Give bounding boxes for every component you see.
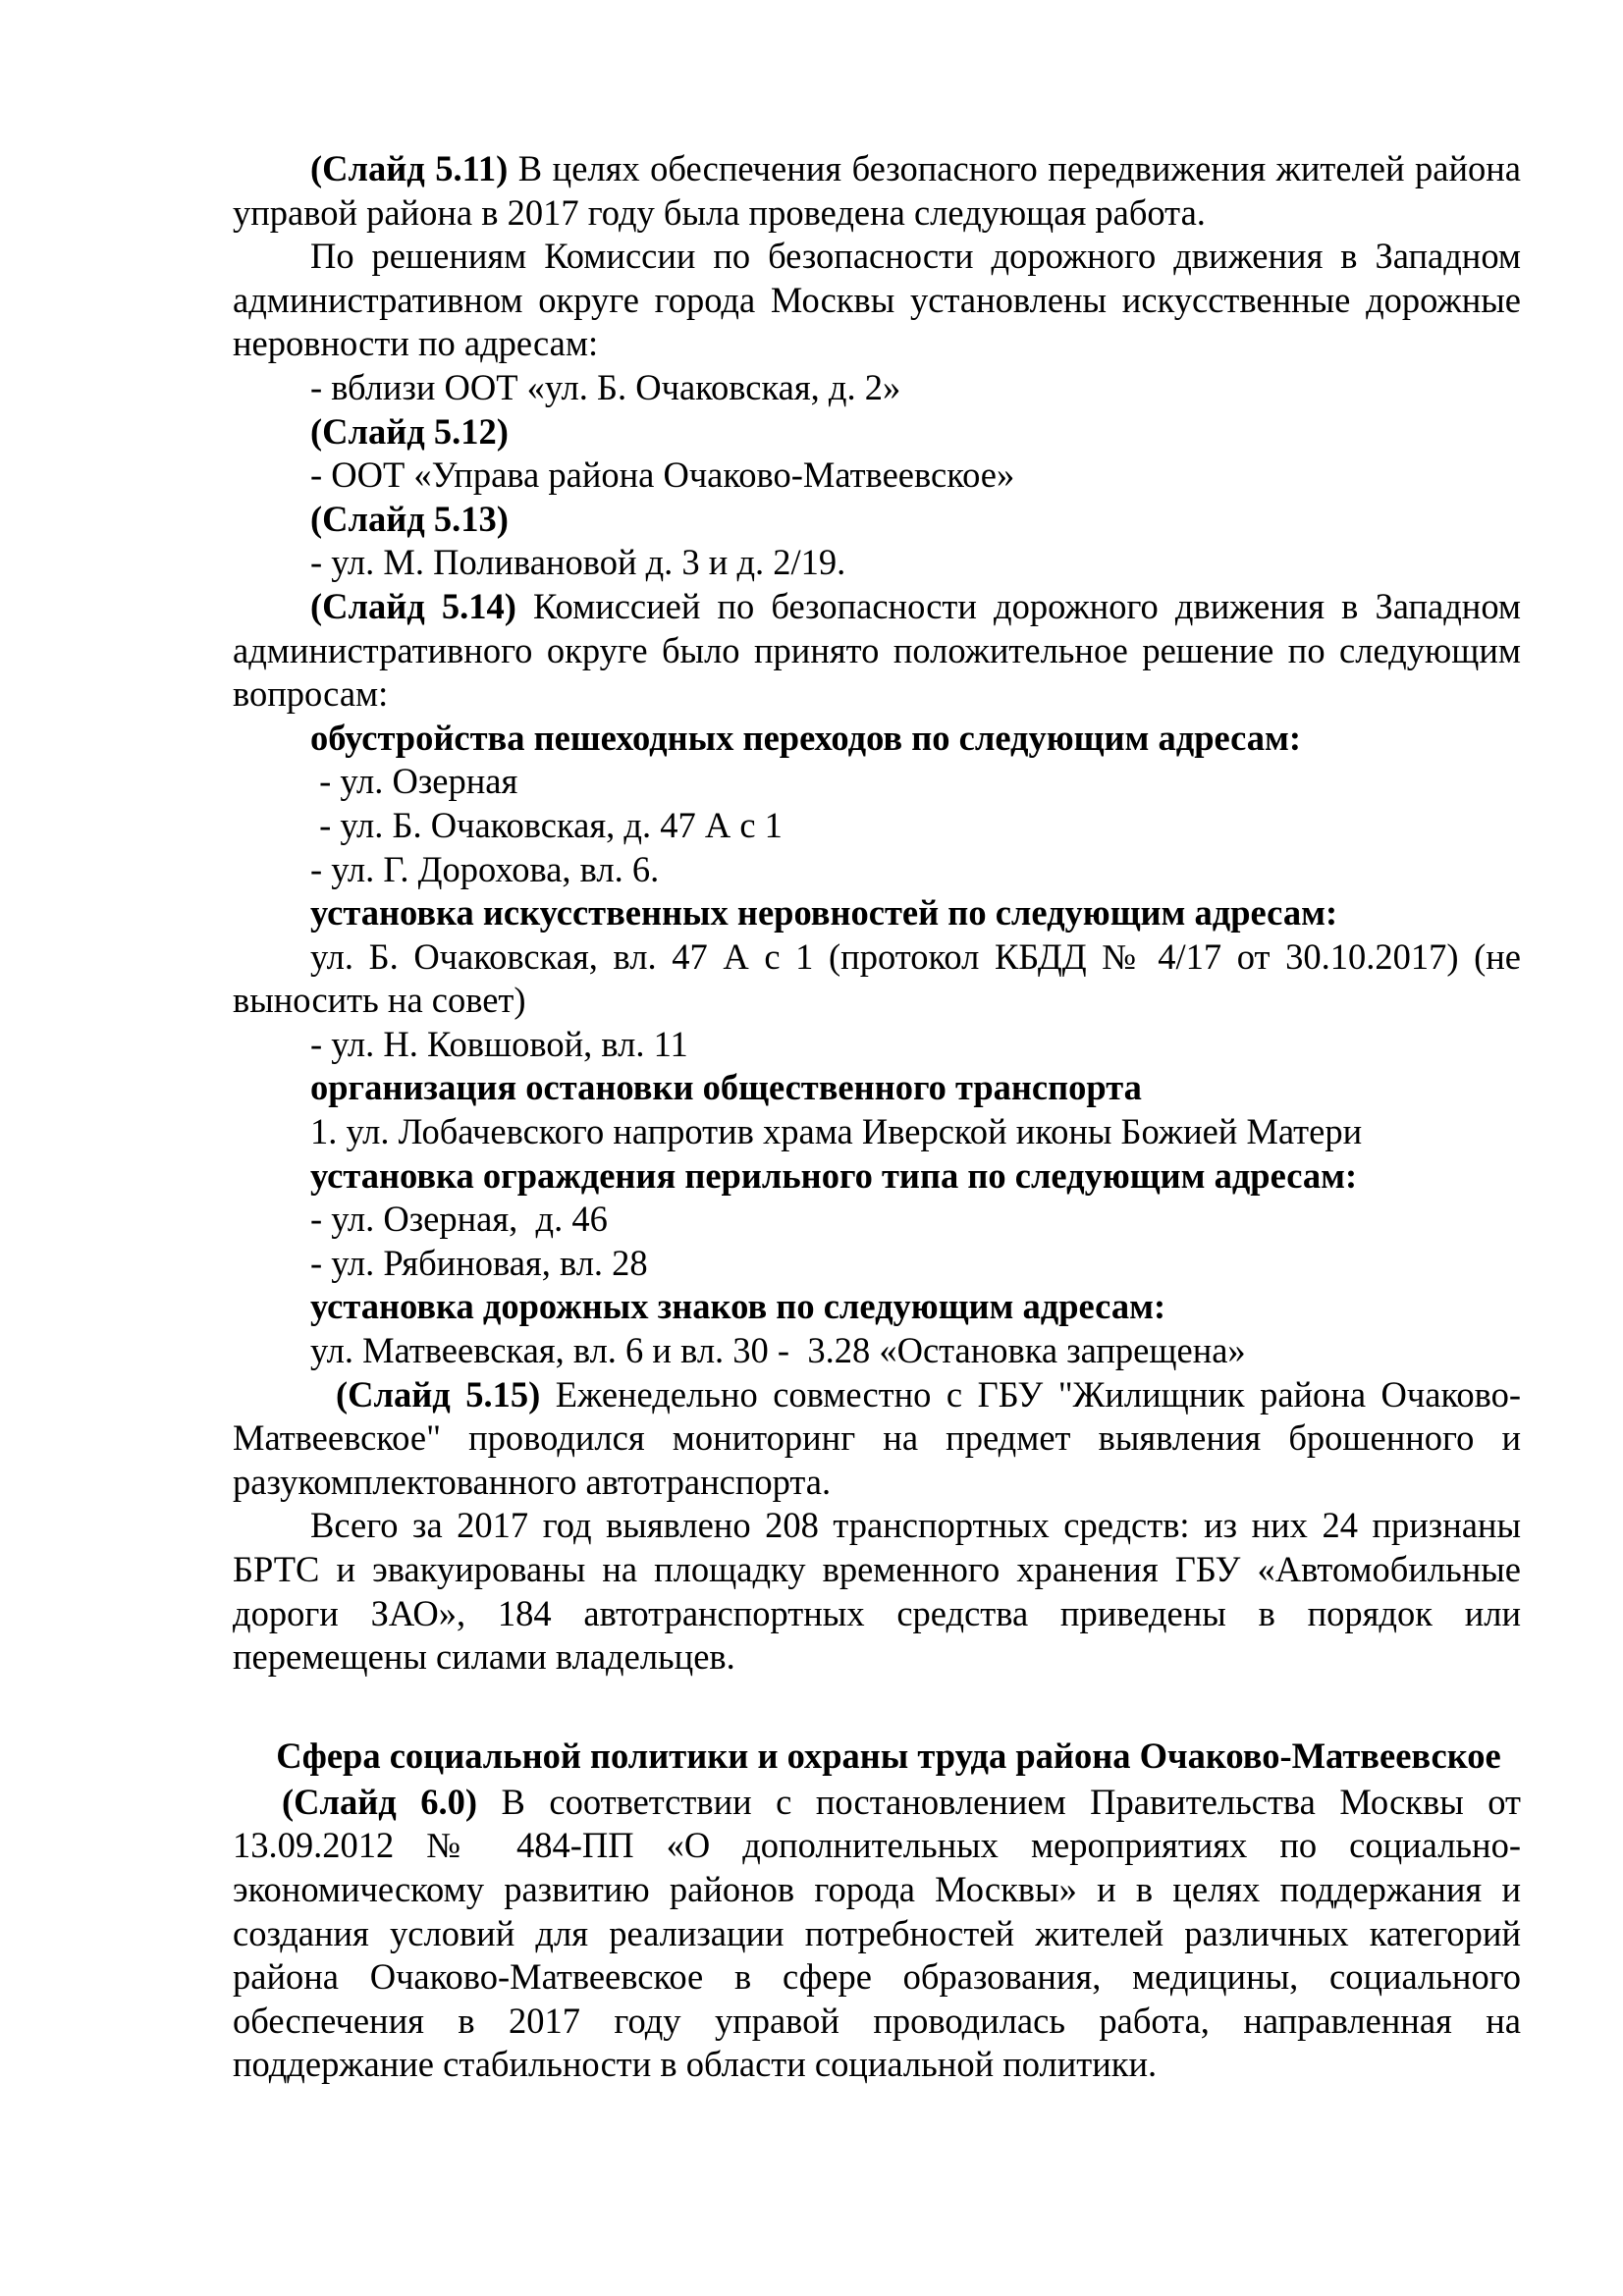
subheading-speed-bumps bbox=[233, 891, 1521, 935]
list-item-text: - ул. Рябиновая, вл. 28 bbox=[310, 1242, 648, 1283]
list-item bbox=[233, 848, 1521, 892]
list-item bbox=[233, 454, 1521, 498]
paragraph-slide-5-11 bbox=[233, 147, 1521, 235]
list-item bbox=[233, 541, 1521, 585]
slide-label: (Слайд 5.14) bbox=[310, 585, 516, 626]
paragraph-text: По решениям Комиссии по безопасности дорожного движения в Западном административном округе города Москвы установлены искусственные дорожные неровности по адресам: bbox=[233, 236, 1521, 364]
list-item-text: - ул. Озерная, д. 46 bbox=[310, 1199, 608, 1240]
paragraph-slide-5-14 bbox=[233, 585, 1521, 717]
subheading-text: установка искусственных неровностей по следующим адресам: bbox=[310, 892, 1338, 934]
slide-label: (Слайд 5.11) bbox=[310, 148, 509, 188]
list-item-text: - ул. Б. Очаковская, д. 47 А с 1 bbox=[310, 804, 783, 845]
subheading-pedestrian-crossings bbox=[233, 717, 1521, 761]
subheading-text: установка ограждения перильного типа по следующим адресам: bbox=[310, 1154, 1358, 1196]
section-heading bbox=[233, 1731, 1521, 1781]
slide-label-line bbox=[233, 410, 1521, 454]
list-item bbox=[233, 1198, 1521, 1242]
subheading-text: установка дорожных знаков по следующим адресам: bbox=[310, 1286, 1166, 1327]
list-item-text: - ул. М. Поливановой д. 3 и д. 2/19. bbox=[310, 542, 846, 583]
paragraph-text: Еженедельно совместно с ГБУ "Жилищник района Очаково-Матвеевское" проводился мониторинг на предмет выявления брошенного и разукомплектованного автотранспорта. bbox=[233, 1373, 1521, 1502]
slide-label: (Слайд 5.12) bbox=[310, 410, 509, 452]
paragraph-text: Комиссией по безопасности дорожного движения в Западном административного округе было принято положительное решение по следующим вопросам: bbox=[233, 585, 1521, 715]
list-item-text: - вблизи ООТ «ул. Б. Очаковская, д. 2» bbox=[310, 366, 901, 407]
list-item bbox=[233, 804, 1521, 848]
list-item bbox=[233, 366, 1521, 410]
paragraph-slide-6-0 bbox=[233, 1781, 1521, 2087]
subheading-text: организация остановки общественного транспорта bbox=[310, 1067, 1142, 1108]
slide-label: (Слайд 5.15) bbox=[336, 1373, 541, 1415]
paragraph-text: В целях обеспечения безопасного передвижения жителей района управой района в 2017 году была проведена следующая работа. bbox=[233, 148, 1521, 233]
subheading-transit-stop bbox=[233, 1066, 1521, 1110]
list-item bbox=[233, 1110, 1521, 1154]
list-item-text: 1. ул. Лобачевского напротив храма Иверской иконы Божией Матери bbox=[310, 1111, 1363, 1152]
list-item bbox=[233, 1242, 1521, 1286]
list-item-text: ул. Б. Очаковская, вл. 47 А с 1 (протокол КБДД № 4/17 от 30.10.2017) (не выносить на совет) bbox=[233, 935, 1521, 1021]
document-page bbox=[233, 147, 1521, 2087]
list-item bbox=[233, 1023, 1521, 1067]
list-item-text: ул. Матвеевская, вл. 6 и вл. 30 - 3.28 «Остановка запрещена» bbox=[310, 1330, 1246, 1371]
list-item-text: - ул. Н. Ковшовой, вл. 11 bbox=[310, 1023, 688, 1064]
paragraph-vehicle-summary bbox=[233, 1504, 1521, 1679]
paragraph-text: Всего за 2017 год выявлено 208 транспортных средств: из них 24 признаны БРТС и эвакуированы на площадку временного хранения ГБУ «Автомобильные дороги ЗАО», 184 автотранспортных средства приведены в порядок или перемещены силами владельцев. bbox=[233, 1505, 1521, 1678]
subheading-text: обустройства пешеходных переходов по следующим адресам: bbox=[310, 717, 1302, 758]
list-item-text: - ООТ «Управа района Очаково-Матвеевское» bbox=[310, 454, 1015, 496]
section-heading-text: Сфера социальной политики и охраны труда района Очаково-Матвеевское bbox=[276, 1735, 1501, 1776]
list-item bbox=[233, 760, 1521, 804]
slide-label-line bbox=[233, 498, 1521, 542]
paragraph-slide-5-15 bbox=[233, 1373, 1521, 1505]
subheading-road-signs bbox=[233, 1285, 1521, 1329]
list-item bbox=[233, 935, 1521, 1023]
list-item-text: - ул. Озерная bbox=[310, 761, 518, 802]
list-item-text: - ул. Г. Дорохова, вл. 6. bbox=[310, 848, 660, 889]
slide-label: (Слайд 5.13) bbox=[310, 498, 509, 539]
subheading-railings bbox=[233, 1154, 1521, 1199]
slide-label: (Слайд 6.0) bbox=[282, 1781, 478, 1822]
paragraph-text: В соответствии с постановлением Правительства Москвы от 13.09.2012 № 484-ПП «О дополнительных мероприятиях по социально-экономическому развитию районов города Москвы» и в целях поддержания и создания условий для реализации потребностей жителей различных категорий района Очаково-Матвеевское в сфере образования, медицины, социального обеспечения в 2017 году управой проводилась работа, направленная на поддержание стабильности в области социальной политики. bbox=[233, 1781, 1521, 2085]
list-item bbox=[233, 1329, 1521, 1373]
paragraph-commission-decisions bbox=[233, 235, 1521, 366]
